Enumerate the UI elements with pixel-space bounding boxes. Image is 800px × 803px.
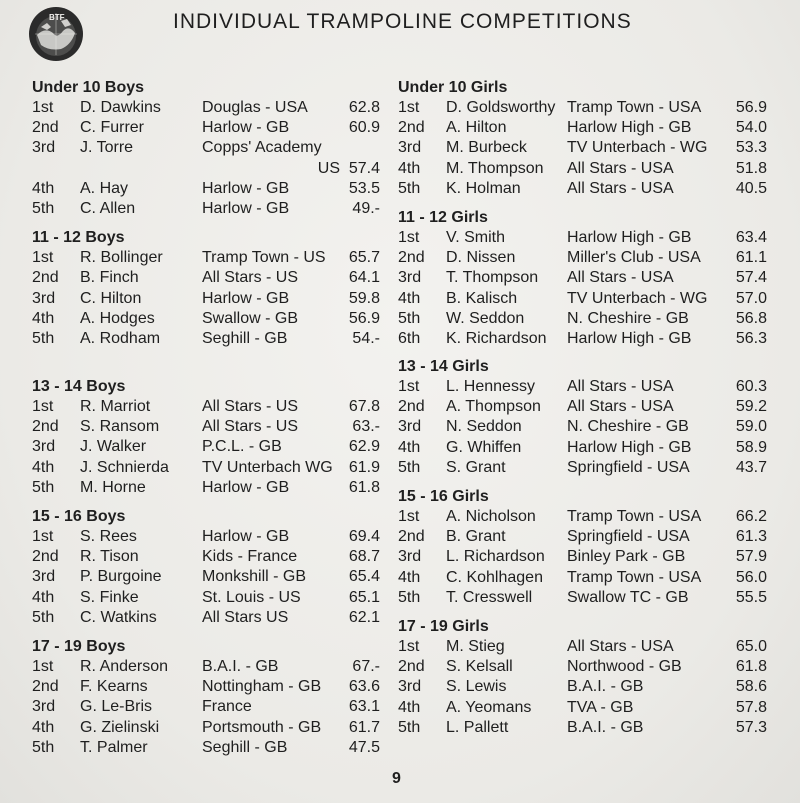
result-row (398, 547, 770, 567)
section-heading: 17 - 19 Girls (398, 617, 489, 635)
result-pos: 1st (32, 99, 54, 116)
section-heading: 13 - 14 Girls (398, 358, 489, 376)
result-name: A. Rodham (80, 329, 161, 347)
result-row (398, 98, 770, 118)
result-row (32, 588, 402, 608)
result-name: A. Hodges (80, 309, 155, 327)
result-pos: 1st (32, 398, 54, 416)
result-pos: 3rd (32, 698, 56, 716)
result-club: Copps' Academy (202, 139, 322, 157)
result-club: Harlow - GB (202, 528, 290, 545)
result-club: Tramp Town - USA (567, 99, 702, 116)
result-pos: 5th (32, 608, 55, 626)
result-row (398, 698, 770, 718)
result-name: J. Schnierda (80, 458, 169, 476)
result-pos: 3rd (32, 438, 56, 456)
result-row (32, 159, 402, 179)
result-name: A. Yeomans (446, 698, 532, 716)
result-pos: 6th (398, 329, 421, 347)
result-row (398, 507, 770, 527)
result-row (398, 118, 770, 138)
result-pos: 5th (32, 329, 55, 347)
result-row (32, 179, 402, 199)
result-score: 61.7 (348, 718, 380, 736)
result-club: All Stars - USA (567, 269, 674, 287)
result-score: 53.5 (348, 179, 380, 197)
result-pos: 2nd (398, 249, 425, 267)
result-name: T. Thompson (446, 269, 539, 287)
result-pos: 2nd (32, 548, 59, 566)
result-score: 61.8 (348, 478, 380, 496)
result-pos: 2nd (32, 418, 59, 436)
result-score: 65.0 (735, 637, 767, 655)
result-score: 66.2 (735, 508, 767, 525)
result-score: 57.8 (735, 698, 767, 716)
result-club: Harlow - GB (202, 179, 290, 197)
result-club: All Stars - USA (567, 159, 674, 177)
result-pos: 3rd (398, 418, 422, 436)
result-name: N. Seddon (446, 418, 522, 436)
result-score: 53.3 (735, 139, 767, 157)
result-name: R. Tison (80, 548, 139, 566)
result-name: K. Richardson (446, 329, 547, 347)
results-section (398, 78, 770, 199)
result-score: 49.- (352, 199, 380, 217)
result-score: 58.9 (735, 438, 767, 456)
result-name: D. Nissen (446, 249, 516, 267)
result-score: 62.9 (348, 438, 380, 456)
result-row (398, 677, 770, 697)
results-section (32, 78, 402, 219)
result-pos: 5th (32, 478, 55, 496)
result-club: Tramp Town - USA (567, 568, 702, 586)
result-score: 63.4 (735, 228, 767, 246)
result-name: A. Hay (80, 179, 129, 197)
result-pos: 5th (32, 199, 55, 217)
result-pos: 3rd (398, 269, 422, 287)
result-row (398, 637, 770, 657)
result-pos: 4th (398, 159, 421, 177)
result-club: Harlow - GB (202, 119, 290, 137)
result-name: D. Goldsworthy (446, 99, 556, 116)
result-name: M. Thompson (446, 159, 544, 177)
result-pos: 2nd (398, 119, 425, 137)
result-name: G. Whiffen (446, 438, 522, 456)
result-score: 56.9 (348, 309, 380, 327)
result-row (32, 138, 402, 158)
result-pos: 4th (32, 309, 55, 327)
result-row (398, 329, 770, 349)
result-row (398, 268, 770, 288)
result-score: 64.1 (348, 269, 380, 287)
result-score: 43.7 (735, 458, 767, 476)
result-score: 63.6 (348, 678, 380, 696)
result-name: C. Watkins (80, 608, 157, 626)
result-score: 56.3 (735, 329, 767, 347)
result-score: 54.- (352, 329, 380, 347)
result-club: Binley Park - GB (567, 548, 686, 566)
result-pos: 1st (32, 657, 54, 675)
result-name: D. Dawkins (80, 99, 161, 116)
result-row (32, 248, 402, 268)
result-score: 59.2 (735, 398, 767, 416)
result-score: 59.8 (348, 289, 380, 307)
result-pos: 3rd (32, 568, 56, 586)
result-row (32, 329, 402, 349)
result-name: B. Finch (80, 269, 139, 287)
section-heading: 11 - 12 Girls (398, 208, 488, 226)
boys-results-column (32, 78, 402, 758)
result-pos: 5th (398, 718, 421, 736)
result-club: Harlow - GB (202, 199, 290, 217)
result-club: Harlow - GB (202, 478, 290, 496)
page-title: INDIVIDUAL TRAMPOLINE COMPETITIONS (173, 10, 632, 33)
result-score: 67.8 (348, 398, 380, 416)
result-row (32, 657, 402, 677)
result-name: R. Anderson (80, 657, 169, 675)
result-row (398, 248, 770, 268)
result-name: A. Nicholson (446, 508, 536, 525)
result-club: All Stars - USA (567, 398, 674, 416)
result-club: Seghill - GB (202, 738, 288, 756)
result-score: 47.5 (348, 738, 380, 756)
result-club: Springfield - USA (567, 458, 690, 476)
result-score: 62.8 (348, 99, 380, 116)
result-row (32, 677, 402, 697)
svg-text:BTF: BTF (49, 13, 65, 22)
result-score: 57.9 (735, 548, 767, 566)
results-section (32, 507, 402, 628)
result-pos: 3rd (398, 548, 422, 566)
result-club: P.C.L. - GB (202, 438, 282, 456)
result-score: 67.- (352, 657, 380, 675)
result-score: 62.1 (348, 608, 380, 626)
result-row (32, 417, 402, 437)
result-pos: 1st (398, 228, 420, 246)
result-name: S. Lewis (446, 678, 507, 696)
result-pos: 1st (398, 637, 420, 655)
result-name: T. Cresswell (446, 588, 533, 606)
result-row (398, 417, 770, 437)
result-row (398, 377, 770, 397)
result-club: All Stars - USA (567, 637, 674, 655)
results-section (398, 617, 770, 738)
result-row (32, 437, 402, 457)
result-pos: 5th (398, 588, 421, 606)
result-row (398, 568, 770, 588)
result-score: 60.3 (735, 378, 767, 396)
result-name: G. Zielinski (80, 718, 160, 736)
section-heading: Under 10 Girls (398, 79, 508, 96)
result-pos: 2nd (32, 119, 59, 137)
result-name: C. Hilton (80, 289, 142, 307)
result-club: France (202, 698, 252, 716)
result-name: L. Richardson (446, 548, 545, 566)
result-pos: 4th (32, 718, 55, 736)
result-name: C. Kohlhagen (446, 568, 543, 586)
result-row (398, 179, 770, 199)
result-club: All Stars - US (202, 269, 299, 287)
results-section (398, 357, 770, 478)
result-row (398, 309, 770, 329)
result-club: Tramp Town - USA (567, 508, 702, 525)
result-club: B.A.I. - GB (567, 718, 644, 736)
section-heading: 13 - 14 Boys (32, 378, 126, 396)
result-name: F. Kearns (80, 678, 148, 696)
result-name: R. Bollinger (80, 249, 163, 267)
result-row (398, 527, 770, 547)
result-pos: 1st (398, 99, 420, 116)
result-pos: 4th (32, 179, 55, 197)
result-row (32, 268, 402, 288)
result-pos: 2nd (398, 658, 425, 676)
results-section (32, 637, 402, 758)
result-club: All Stars - US (202, 398, 299, 416)
result-name: A. Thompson (446, 398, 541, 416)
result-score: 56.9 (735, 99, 767, 116)
result-club: Swallow TC - GB (567, 588, 689, 606)
result-name: R. Marriot (80, 398, 151, 416)
result-club: Harlow High - GB (567, 438, 692, 456)
result-club: St. Louis - US (202, 588, 301, 606)
result-row (32, 547, 402, 567)
result-name: S. Grant (446, 458, 506, 476)
result-club-continued: US (317, 159, 340, 177)
result-pos: 3rd (398, 139, 422, 157)
result-score: 59.0 (735, 418, 767, 436)
result-row (398, 438, 770, 458)
result-score: 57.0 (735, 289, 767, 307)
result-club: TV Unterbach - WG (567, 139, 708, 157)
result-row (32, 98, 402, 118)
result-row (398, 397, 770, 417)
result-club: Douglas - USA (202, 99, 308, 116)
result-name: S. Rees (80, 528, 137, 545)
result-row (398, 718, 770, 738)
result-name: J. Torre (80, 139, 134, 157)
result-club: All Stars - US (202, 418, 299, 436)
result-score: 54.0 (735, 119, 767, 137)
result-name: J. Walker (80, 438, 147, 456)
result-score: 61.8 (735, 658, 767, 676)
result-row (32, 458, 402, 478)
result-row (32, 118, 402, 138)
result-club: Monkshill - GB (202, 568, 307, 586)
result-score: 63.1 (348, 698, 380, 716)
result-club: TVA - GB (567, 698, 634, 716)
result-name: C. Furrer (80, 119, 144, 137)
result-name: K. Holman (446, 179, 521, 197)
result-club: Northwood - GB (567, 658, 682, 676)
result-name: G. Le-Bris (80, 698, 153, 716)
result-club: Harlow High - GB (567, 228, 692, 246)
result-club: Harlow High - GB (567, 329, 692, 347)
results-section (398, 487, 770, 608)
result-score: 61.1 (735, 249, 767, 267)
result-row (32, 718, 402, 738)
result-score: 51.8 (735, 159, 767, 177)
result-name: S. Kelsall (446, 658, 513, 676)
result-club: B.A.I. - GB (567, 678, 644, 696)
result-pos: 2nd (32, 269, 59, 287)
result-score: 69.4 (348, 528, 380, 545)
result-score: 57.3 (735, 718, 767, 736)
result-row (32, 397, 402, 417)
result-pos: 4th (398, 568, 421, 586)
result-name: A. Hilton (446, 119, 507, 137)
result-row (32, 738, 402, 758)
result-club: N. Cheshire - GB (567, 418, 689, 436)
result-name: B. Grant (446, 528, 506, 546)
section-heading: Under 10 Boys (32, 79, 145, 96)
results-section (32, 228, 402, 349)
result-row (398, 657, 770, 677)
result-pos: 5th (398, 179, 421, 197)
result-pos: 1st (398, 508, 420, 525)
result-club: Tramp Town - US (202, 249, 326, 267)
section-heading: 15 - 16 Girls (398, 488, 489, 505)
result-pos: 2nd (398, 398, 425, 416)
result-name: M. Burbeck (446, 139, 527, 157)
result-score: 65.7 (348, 249, 380, 267)
result-name: V. Smith (446, 228, 505, 246)
result-pos: 1st (32, 528, 54, 545)
result-row (398, 228, 770, 248)
section-heading: 17 - 19 Boys (32, 637, 126, 655)
result-row (398, 138, 770, 158)
result-pos: 5th (32, 738, 55, 756)
result-score: 57.4 (348, 159, 380, 177)
result-row (32, 567, 402, 587)
result-name: M. Horne (80, 478, 146, 496)
result-pos: 5th (398, 458, 421, 476)
result-score: 65.1 (348, 588, 380, 606)
page-number: 9 (392, 770, 401, 787)
result-club: TV Unterbach - WG (567, 289, 708, 307)
result-score: 58.6 (735, 678, 767, 696)
result-name: L. Pallett (446, 718, 509, 736)
result-score: 56.8 (735, 309, 767, 327)
result-name: T. Palmer (80, 738, 148, 756)
result-score: 60.9 (348, 119, 380, 137)
result-row (32, 289, 402, 309)
result-club: TV Unterbach WG (202, 458, 333, 476)
result-name: P. Burgoine (80, 568, 162, 586)
result-club: Portsmouth - GB (202, 718, 322, 736)
result-name: M. Stieg (446, 637, 505, 655)
result-club: Swallow - GB (202, 309, 299, 327)
result-club: All Stars - USA (567, 378, 674, 396)
result-club: Miller's Club - USA (567, 249, 701, 267)
result-pos: 5th (398, 309, 421, 327)
result-row (32, 478, 402, 498)
result-row (32, 309, 402, 329)
result-name: W. Seddon (446, 309, 525, 327)
result-score: 55.5 (735, 588, 767, 606)
result-club: All Stars - USA (567, 179, 674, 197)
result-club: Nottingham - GB (202, 678, 322, 696)
section-heading: 15 - 16 Boys (32, 508, 126, 525)
result-name: C. Allen (80, 199, 136, 217)
result-score: 61.3 (735, 528, 767, 546)
result-pos: 3rd (32, 289, 56, 307)
result-row (398, 159, 770, 179)
result-club: N. Cheshire - GB (567, 309, 689, 327)
result-club: All Stars US (202, 608, 289, 626)
result-row (32, 608, 402, 628)
result-pos: 1st (398, 378, 420, 396)
result-club: Springfield - USA (567, 528, 690, 546)
girls-results-column (398, 78, 770, 738)
result-pos: 4th (398, 289, 421, 307)
result-pos: 4th (398, 698, 421, 716)
result-score: 63.- (352, 418, 380, 436)
result-score: 56.0 (735, 568, 767, 586)
result-club: Kids - France (202, 548, 298, 566)
result-score: 57.4 (735, 269, 767, 287)
result-pos: 4th (32, 588, 55, 606)
btf-logo-icon (27, 5, 85, 63)
result-name: L. Hennessy (446, 378, 535, 396)
result-pos: 3rd (398, 678, 422, 696)
result-pos: 2nd (32, 678, 59, 696)
result-club: Seghill - GB (202, 329, 288, 347)
result-row (398, 289, 770, 309)
result-name: S. Ransom (80, 418, 160, 436)
result-row (398, 588, 770, 608)
result-score: 65.4 (348, 568, 380, 586)
result-score: 40.5 (735, 179, 767, 197)
result-club: Harlow High - GB (567, 119, 692, 137)
result-club: B.A.I. - GB (202, 657, 279, 675)
result-row (398, 458, 770, 478)
result-name: S. Finke (80, 588, 139, 606)
result-row (32, 697, 402, 717)
result-pos: 1st (32, 249, 54, 267)
result-score: 68.7 (348, 548, 380, 566)
result-row (32, 527, 402, 547)
result-pos: 4th (32, 458, 55, 476)
result-row (32, 199, 402, 219)
result-name: B. Kalisch (446, 289, 518, 307)
result-pos: 4th (398, 438, 421, 456)
results-section (32, 377, 402, 498)
result-score: 61.9 (348, 458, 380, 476)
section-heading: 11 - 12 Boys (32, 229, 125, 247)
result-club: Harlow - GB (202, 289, 290, 307)
result-pos: 3rd (32, 139, 56, 157)
results-section (398, 208, 770, 349)
result-pos: 2nd (398, 528, 425, 546)
